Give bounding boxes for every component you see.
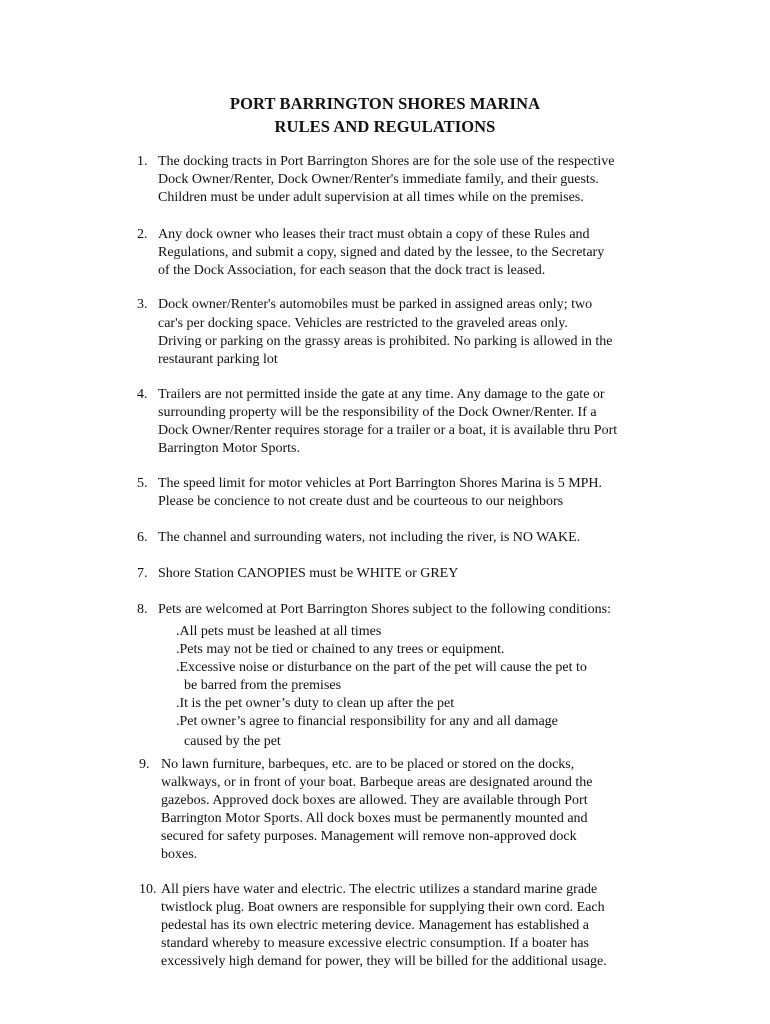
pet-condition-continued: caused by the pet <box>184 734 281 749</box>
rule-line: twistlock plug. Boat owners are responsible for supplying their own cord. Each <box>161 900 605 915</box>
rule-number: 7. <box>137 566 148 581</box>
rule-line: Children must be under adult supervision at all times while on the premises. <box>158 190 584 205</box>
rule-line: Driving or parking on the grassy areas is prohibited. No parking is allowed in the <box>158 334 613 349</box>
rule-line: The channel and surrounding waters, not including the river, is NO WAKE. <box>158 530 581 545</box>
pet-condition: .Pets may not be tied or chained to any trees or equipment. <box>176 642 505 657</box>
rule-number: 2. <box>137 227 148 242</box>
rule-line: Any dock owner who leases their tract must obtain a copy of these Rules and <box>158 227 590 242</box>
rule-line: of the Dock Association, for each season that the dock tract is leased. <box>158 263 546 278</box>
rule-number: 1. <box>137 154 148 169</box>
rule-number: 10. <box>139 882 157 897</box>
rule-number: 9. <box>139 757 150 772</box>
rule-line: boxes. <box>161 847 198 862</box>
rule-line: Shore Station CANOPIES must be WHITE or GREY <box>158 566 459 581</box>
rule-line: Barrington Motor Sports. <box>158 441 300 456</box>
rule-line: Barrington Motor Sports. All dock boxes must be permanently mounted and <box>161 811 588 826</box>
rule-line: The speed limit for motor vehicles at Port Barrington Shores Marina is 5 MPH. <box>158 476 603 491</box>
pet-condition: .Pet owner’s agree to financial responsibility for any and all damage <box>176 714 558 729</box>
rule-line: standard whereby to measure excessive electric consumption. If a boater has <box>161 936 589 951</box>
rule-number: 4. <box>137 387 148 402</box>
pet-condition: .Excessive noise or disturbance on the part of the pet will cause the pet to <box>176 660 587 675</box>
rule-line: Please be concience to not create dust and be courteous to our neighbors <box>158 494 564 509</box>
rule-number: 6. <box>137 530 148 545</box>
pet-condition-continued: be barred from the premises <box>184 678 342 693</box>
rule-line: restaurant parking lot <box>158 352 278 367</box>
rule-line: Pets are welcomed at Port Barrington Shores subject to the following conditions: <box>158 602 611 617</box>
rule-line: The docking tracts in Port Barrington Shores are for the sole use of the respective <box>158 154 615 169</box>
rule-line: No lawn furniture, barbeques, etc. are to be placed or stored on the docks, <box>161 757 575 772</box>
rule-line: surrounding property will be the responsibility of the Dock Owner/Renter. If a <box>158 405 597 420</box>
rule-number: 5. <box>137 476 148 491</box>
rule-number: 3. <box>137 297 148 312</box>
document-title-line-2: RULES AND REGULATIONS <box>274 117 496 136</box>
rule-line: secured for safety purposes. Management will remove non-approved dock <box>161 829 577 844</box>
document-title-line-1: PORT BARRINGTON SHORES MARINA <box>229 94 541 113</box>
rule-line: Dock Owner/Renter, Dock Owner/Renter's immediate family, and their guests. <box>158 172 599 187</box>
pet-condition: .All pets must be leashed at all times <box>176 624 382 639</box>
rule-line: Regulations, and submit a copy, signed and dated by the lessee, to the Secretary <box>158 245 605 260</box>
rule-line: All piers have water and electric. The electric utilizes a standard marine grade <box>161 882 598 897</box>
rule-line: Dock Owner/Renter requires storage for a trailer or a boat, it is available thru Port <box>158 423 618 438</box>
rule-line: pedestal has its own electric metering device. Management has established a <box>161 918 590 933</box>
rule-line: excessively high demand for power, they will be billed for the additional usage. <box>161 954 607 969</box>
rule-line: Trailers are not permitted inside the gate at any time. Any damage to the gate or <box>158 387 605 402</box>
rule-line: car's per docking space. Vehicles are restricted to the graveled areas only. <box>158 316 568 331</box>
rule-line: Dock owner/Renter's automobiles must be parked in assigned areas only; two <box>158 297 593 312</box>
rule-number: 8. <box>137 602 148 617</box>
rule-line: walkways, or in front of your boat. Barbeque areas are designated around the <box>161 775 593 790</box>
rule-line: gazebos. Approved dock boxes are allowed. They are available through Port <box>161 793 588 808</box>
pet-condition: .It is the pet owner’s duty to clean up after the pet <box>176 696 455 711</box>
